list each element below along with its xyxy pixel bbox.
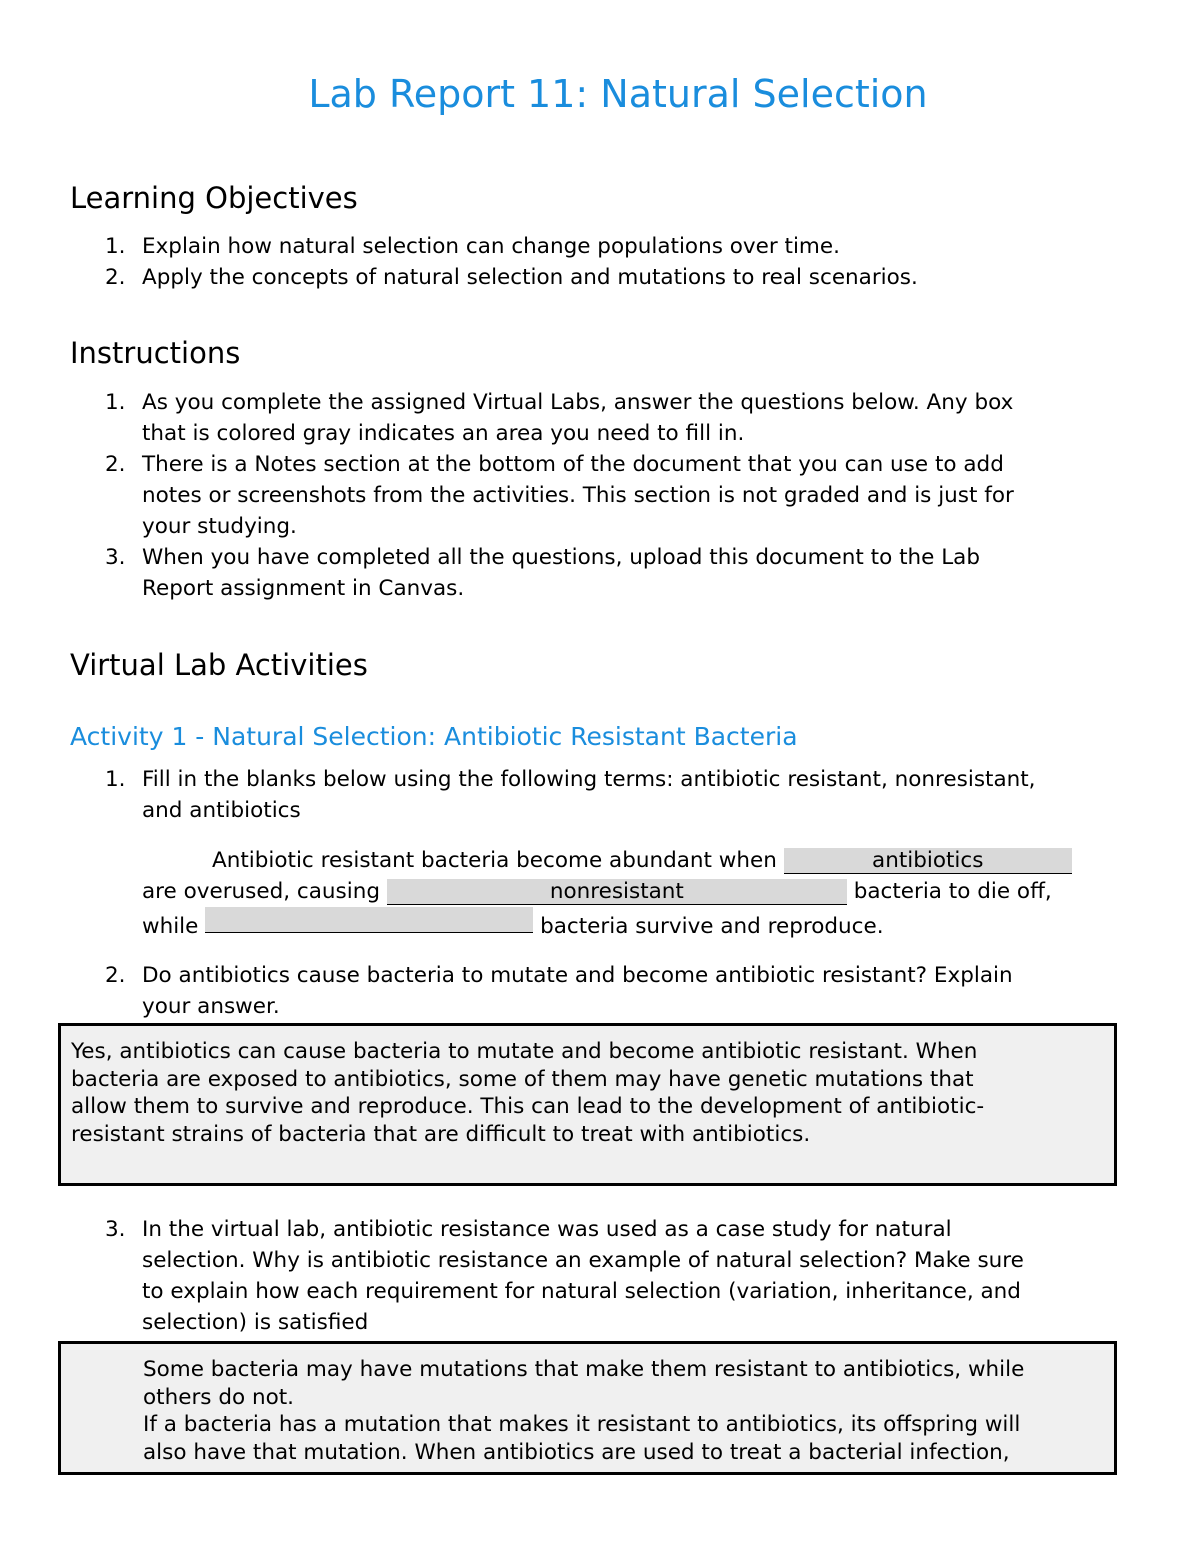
question-3 xyxy=(100,1214,1130,1338)
list-item: 2. Do antibiotics cause bacteria to mutate and become antibiotic resistant? Explain your answer. xyxy=(105,963,1013,1019)
list-item: 3. When you have completed all the questions, upload this document to the Lab Report assignment in Canvas. xyxy=(105,545,981,601)
question-2 xyxy=(100,960,1130,1022)
instructions-heading: Instructions xyxy=(70,336,241,370)
blank-1-field[interactable]: antibiotics xyxy=(784,848,1072,874)
blank-2-field[interactable]: nonresistant xyxy=(387,879,847,905)
list-item: 3. In the virtual lab, antibiotic resistance was used as a case study for natural selection. Why is antibiotic resistance an example of natural selection? Make sure to explain how each requirement for natural selection (variation, inheritance, and selection) is satisfied xyxy=(105,1217,1024,1335)
page-title: Lab Report 11: Natural Selection xyxy=(308,72,928,116)
list-item: 1. Fill in the blanks below using the following terms: antibiotic resistant, nonresistant, and antibiotics xyxy=(105,767,1036,823)
list-item: 1. As you complete the assigned Virtual Labs, answer the questions below. Any box that is colored gray indicates an area you need to fill in. xyxy=(105,390,1014,446)
list-item: 1. Explain how natural selection can change populations over time. xyxy=(105,234,840,259)
activity-1-title: Activity 1 - Natural Selection: Antibiotic Resistant Bacteria xyxy=(70,722,798,751)
answer-2-box[interactable]: Yes, antibiotics can cause bacteria to mutate and become antibiotic resistant. When bacteria are exposed to antibiotics, some of them may have genetic mutations that allow them to survive and reproduce. This can lead to the development of antibiotic- resistant strains of bacteria that are difficult to treat with antibiotics. xyxy=(58,1023,1117,1186)
list-item: 2. Apply the concepts of natural selection and mutations to real scenarios. xyxy=(105,265,918,290)
learning-objectives-heading: Learning Objectives xyxy=(70,181,358,215)
instructions-list xyxy=(100,387,1130,604)
fill-in-blanks-paragraph: Antibiotic resistant bacteria become abundant when antibiotics are overused, causing nonresistant bacteria to die off, while bacteria survive and reproduce. xyxy=(142,845,1132,942)
answer-3-box[interactable]: Some bacteria may have mutations that make them resistant to antibiotics, while others do not. If a bacteria has a mutation that makes it resistant to antibiotics, its offspring will also have that mutation. When antibiotics are used to treat a bacterial infection, xyxy=(58,1341,1117,1475)
blank-3-field[interactable] xyxy=(205,907,533,933)
virtual-lab-heading: Virtual Lab Activities xyxy=(70,648,368,682)
list-item: 2. There is a Notes section at the bottom of the document that you can use to add notes or screenshots from the activities. This section is not graded and is just for your studying. xyxy=(105,452,1014,539)
question-1 xyxy=(100,764,1130,826)
learning-objectives-list xyxy=(100,231,1130,293)
